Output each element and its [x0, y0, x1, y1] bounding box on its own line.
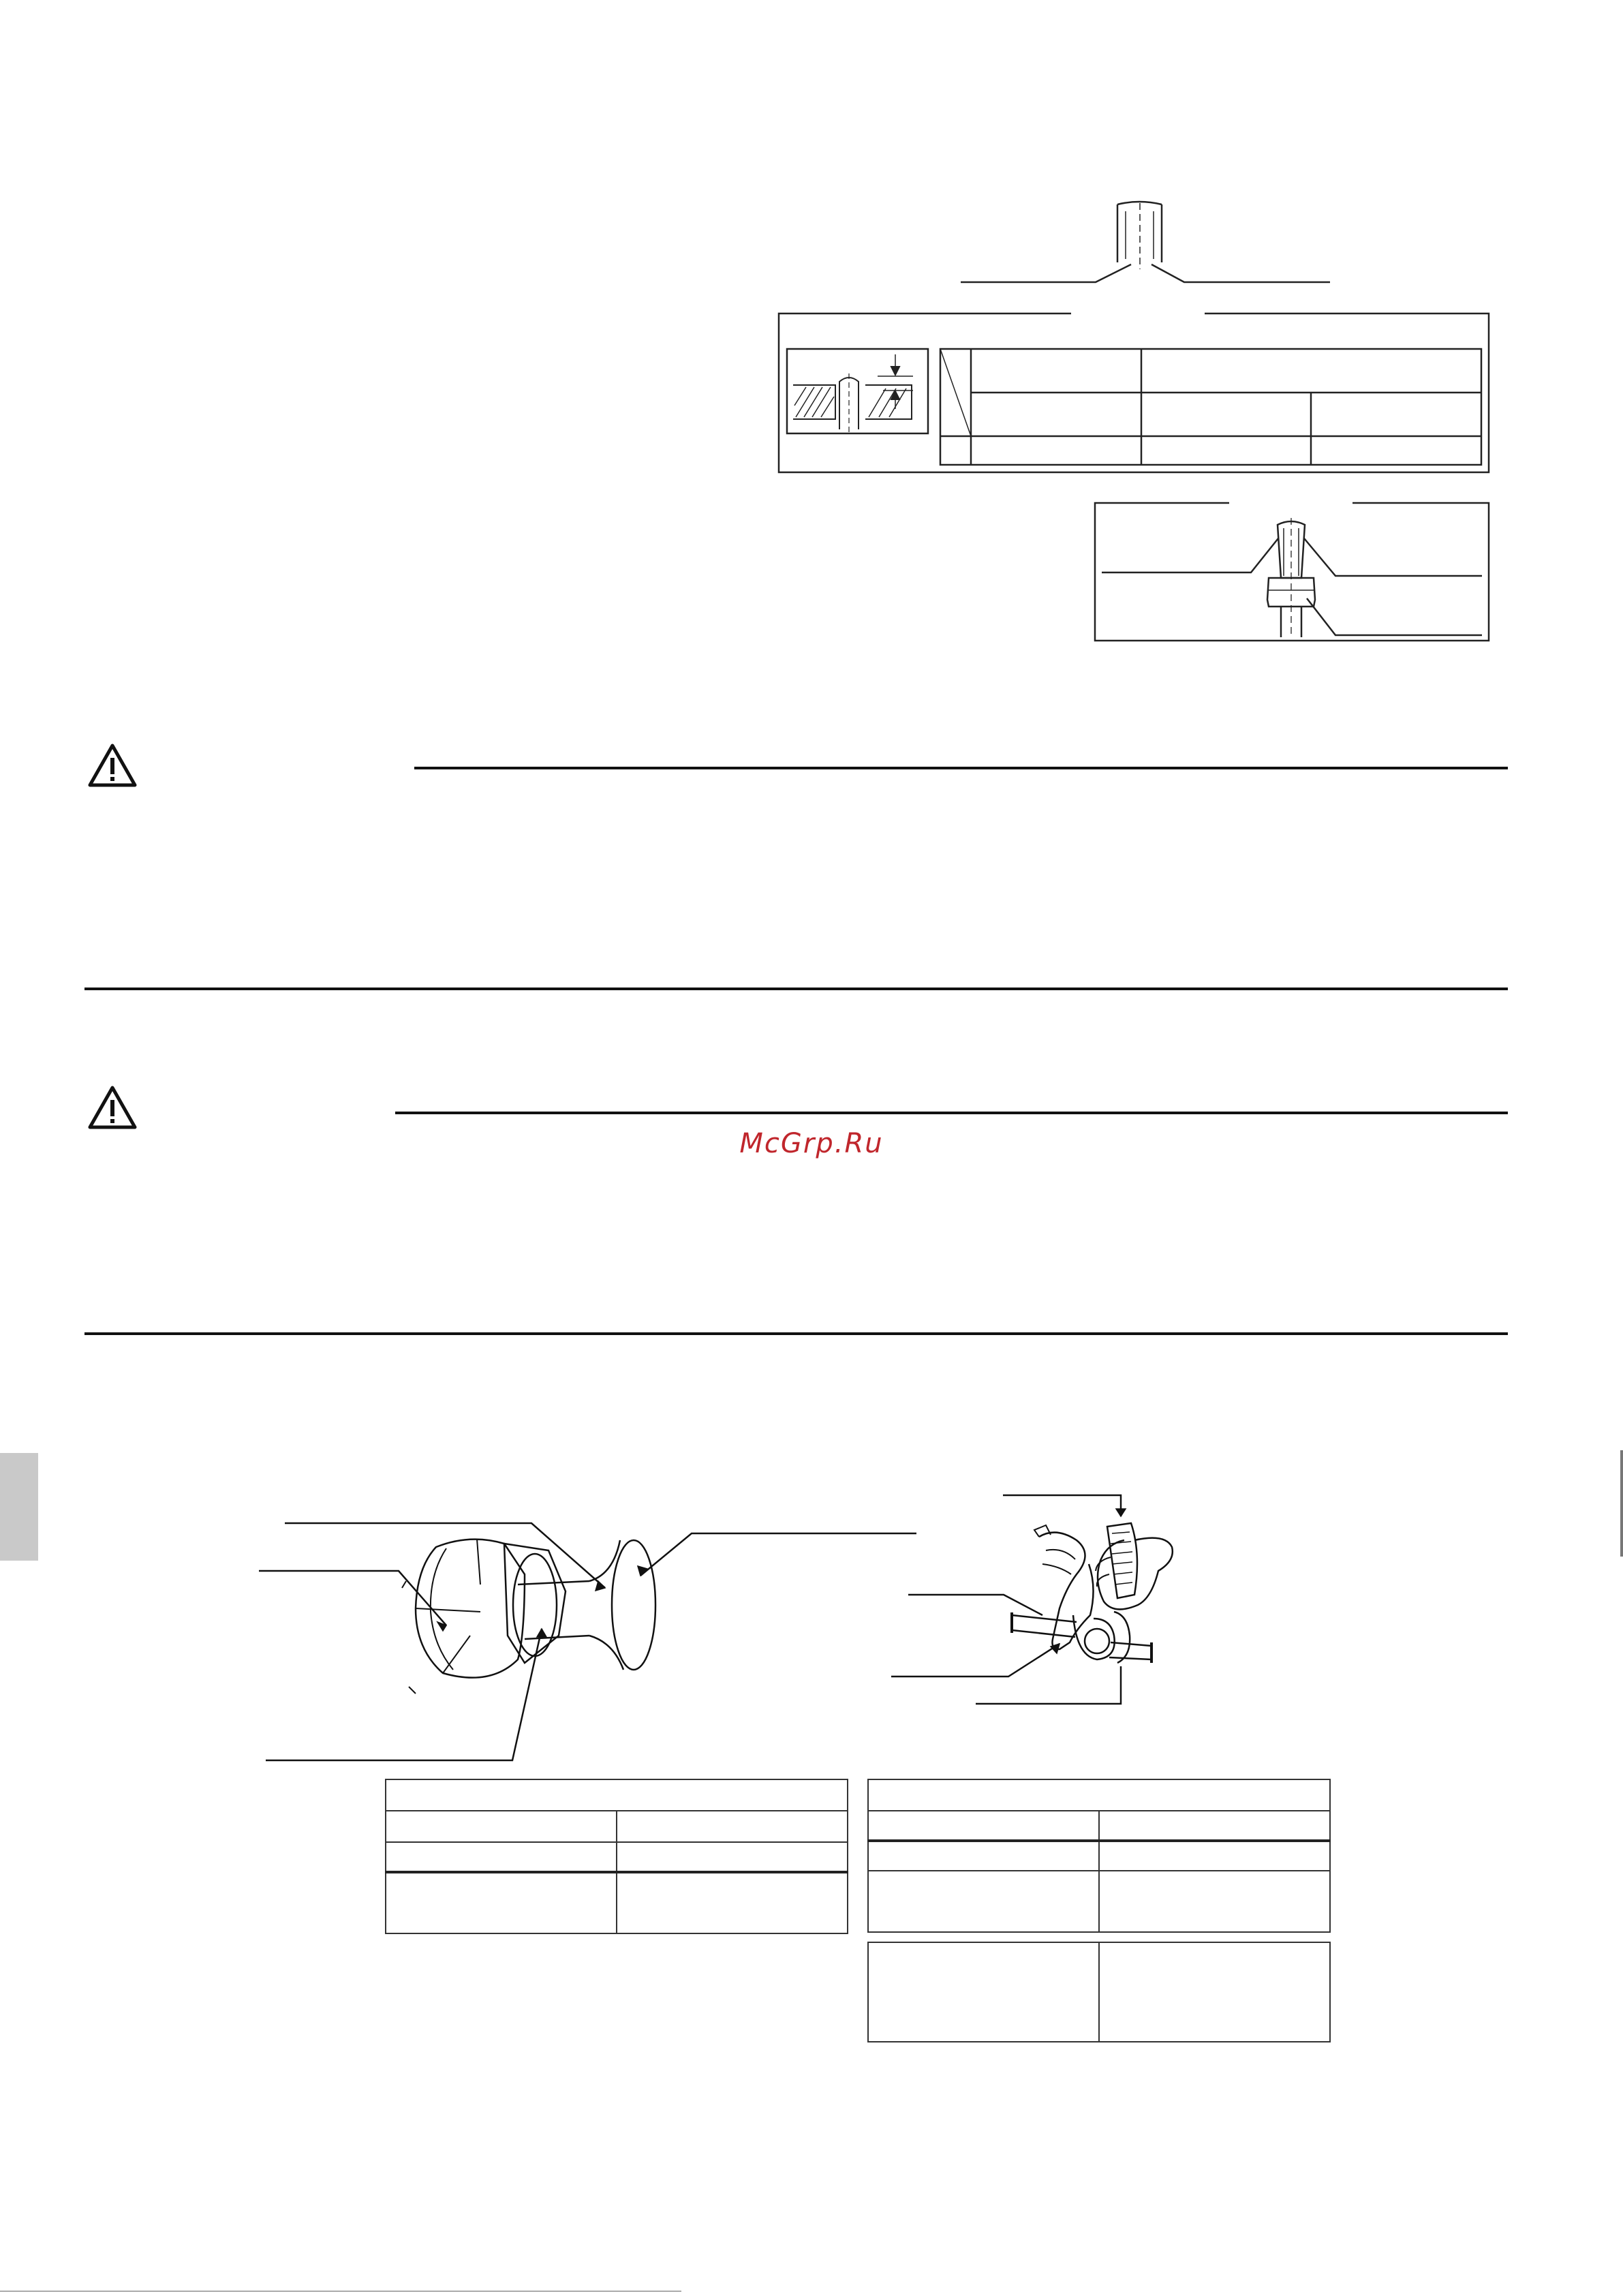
table-cell	[868, 1841, 1099, 1871]
torque-table-right-lower	[867, 1942, 1331, 2042]
table-row	[386, 1779, 848, 1811]
table-cell	[386, 1811, 617, 1842]
flare-nut-illustration	[0, 1465, 954, 1772]
warning-triangle-icon	[88, 1085, 137, 1130]
torque-table-right	[867, 1779, 1331, 1933]
table-cell	[868, 1811, 1099, 1841]
warning-1-header-rule	[414, 767, 1508, 769]
right-edge-mark	[1620, 1450, 1623, 1557]
table-cell	[868, 1942, 1099, 2042]
table-cell	[1099, 1841, 1330, 1871]
table-cell	[386, 1872, 617, 1933]
table-cell	[1099, 1811, 1330, 1841]
table-row	[868, 1779, 1330, 1811]
table-cell	[386, 1842, 617, 1872]
warning-2-bottom-rule	[84, 1332, 1508, 1335]
wrench-tightening-illustration	[872, 1479, 1417, 1724]
table-cell	[1099, 1942, 1330, 2042]
warning-1-bottom-rule	[84, 988, 1508, 990]
table-cell	[617, 1842, 848, 1872]
warning-triangle-icon	[88, 743, 137, 788]
pipe-end-diagram	[0, 0, 1623, 682]
warning-2-header-rule	[395, 1112, 1508, 1114]
torque-table-left	[385, 1779, 848, 1934]
footer-line	[0, 2291, 681, 2292]
watermark: McGrp.Ru	[739, 1128, 884, 1159]
table-cell	[617, 1811, 848, 1842]
table-cell	[617, 1872, 848, 1933]
table-cell	[1099, 1871, 1330, 1932]
table-cell	[868, 1871, 1099, 1932]
